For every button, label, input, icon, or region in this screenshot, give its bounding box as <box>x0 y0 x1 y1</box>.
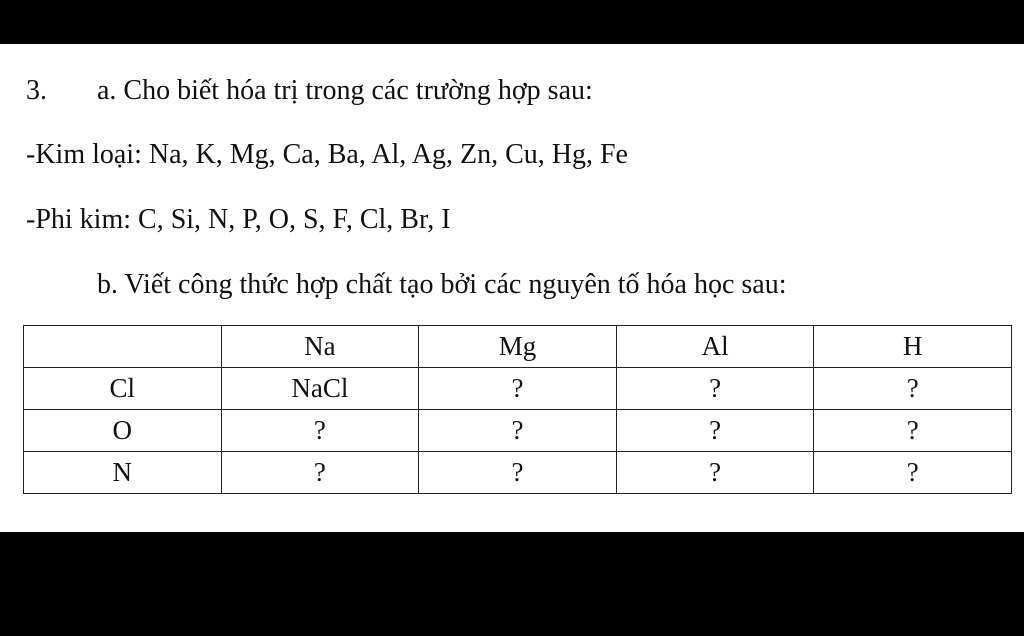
table-row <box>24 410 1012 452</box>
table-cell: NaCl <box>221 368 419 410</box>
table-row-header: N <box>24 452 222 494</box>
table-row-header: O <box>24 410 222 452</box>
metals-list: -Kim loại: Na, K, Mg, Ca, Ba, Al, Ag, Zn, Cu, Hg, Fe <box>26 139 628 170</box>
table-cell: ? <box>419 368 617 410</box>
question-part-a: a. Cho biết hóa trị trong các trường hợp sau: <box>97 75 593 106</box>
table-cell: ? <box>221 410 419 452</box>
table-cell: ? <box>221 452 419 494</box>
table-header-cell: Al <box>616 326 814 368</box>
table-cell: ? <box>814 368 1012 410</box>
table-cell: ? <box>419 452 617 494</box>
document-page <box>0 44 1024 532</box>
table-cell: ? <box>616 368 814 410</box>
table-cell: ? <box>814 410 1012 452</box>
table-row-header: Cl <box>24 368 222 410</box>
table-header-row <box>24 326 1012 368</box>
table-cell: ? <box>616 410 814 452</box>
table-cell: ? <box>814 452 1012 494</box>
table-cell: ? <box>419 410 617 452</box>
table-header-cell: Na <box>221 326 419 368</box>
table-header-cell: H <box>814 326 1012 368</box>
nonmetals-list: -Phi kim: C, Si, N, P, O, S, F, Cl, Br, I <box>26 204 451 235</box>
table-cell: ? <box>616 452 814 494</box>
question-number: 3. <box>26 75 47 106</box>
formula-table <box>23 325 1012 494</box>
table-row <box>24 368 1012 410</box>
table-cell <box>24 326 222 368</box>
table-header-cell: Mg <box>419 326 617 368</box>
table-row <box>24 452 1012 494</box>
question-part-b: b. Viết công thức hợp chất tạo bởi các nguyên tố hóa học sau: <box>97 269 787 300</box>
